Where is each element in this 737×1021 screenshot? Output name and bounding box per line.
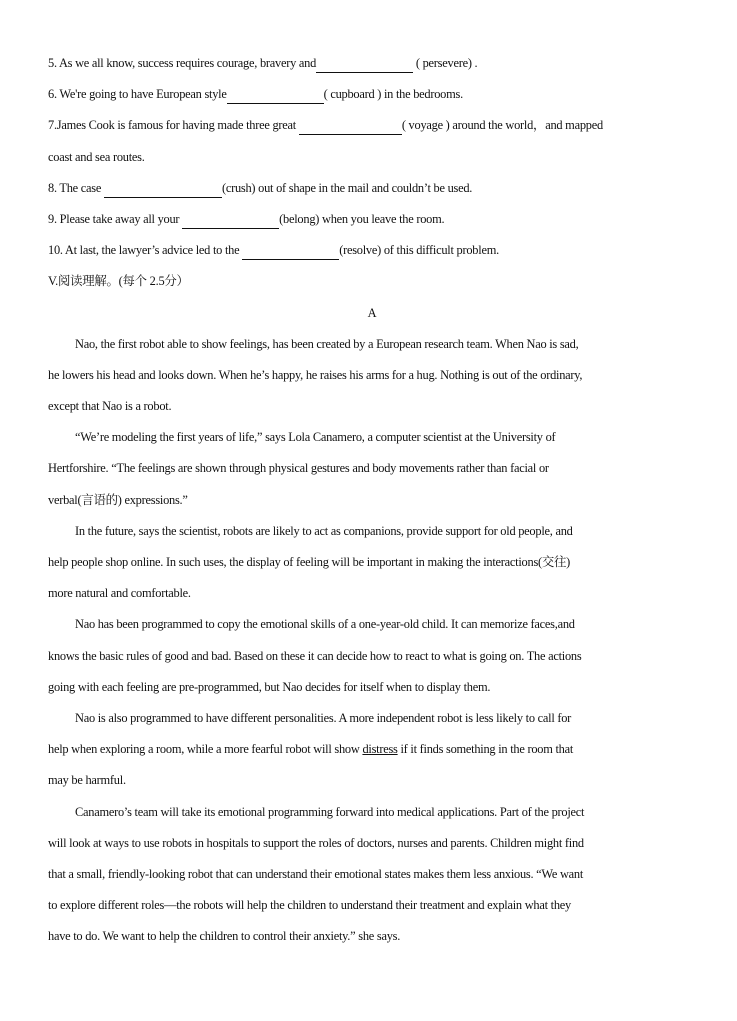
underlined-word: distress — [362, 742, 398, 757]
exercise-text: coast and sea routes. — [48, 149, 145, 164]
exercise-line — [48, 235, 696, 266]
paragraph-text: Nao is also programmed to have different personalities. A more independent robot is less likely to call for — [75, 710, 572, 725]
answer-blank — [299, 118, 402, 135]
exercise-text: 7.James Cook is famous for having made three great — [48, 118, 299, 133]
exercise-line — [48, 204, 696, 235]
paragraph-line — [48, 734, 696, 765]
paragraph-text: help people shop online. In such uses, the display of feeling will be important in making the interactions(交往) — [48, 555, 571, 569]
exercise-text: ( voyage ) around the world，and mapped — [401, 118, 603, 133]
exercise-text: 6. We're going to have European style — [48, 87, 227, 102]
paragraph-line — [48, 360, 696, 391]
paragraph-text: will look at ways to use robots in hospitals to support the roles of doctors, nurses and parents. Children might find — [48, 835, 584, 850]
section-heading-text: V.阅读理解。(每个 2.5分） — [48, 274, 189, 289]
exercise-text: 5. As we all know, success requires courage, bravery and — [48, 56, 317, 70]
paragraph-text: In the future, says the scientist, robots are likely to act as companions, provide support for old people, and — [75, 523, 573, 538]
answer-blank — [242, 243, 339, 260]
paragraph-line — [48, 609, 696, 640]
paragraph-line — [48, 391, 696, 422]
answer-blank — [182, 212, 279, 229]
exercise-line — [48, 48, 696, 79]
paragraph-line — [48, 641, 696, 672]
exercise-text: (crush) out of shape in the mail and couldn’t be used. — [221, 180, 473, 195]
paragraph-text: may be harmful. — [48, 773, 126, 788]
exercise-line — [48, 142, 696, 173]
paragraph-text: Nao, the first robot able to show feelings, has been created by a European research team. When Nao is sad, — [75, 336, 579, 351]
exercise-text: 8. The case — [48, 180, 104, 195]
paragraph-line — [48, 547, 696, 578]
exercise-text: 9. Please take away all your — [48, 211, 183, 226]
exercise-text: ( cupboard ) in the bedrooms. — [323, 87, 463, 102]
answer-blank — [316, 56, 413, 73]
paragraph-line — [48, 859, 696, 890]
paragraph-text: have to do. We want to help the children to control their anxiety.” she says. — [48, 929, 401, 944]
paragraph-text: help when exploring a room, while a more fearful robot will show — [48, 742, 363, 757]
passage-label — [48, 298, 696, 329]
paragraph-text: he lowers his head and looks down. When he’s happy, he raises his arms for a hug. Nothing is out of the ordinary, — [48, 367, 583, 382]
passage-label-text: A — [367, 305, 377, 320]
paragraph-line — [48, 703, 696, 734]
exercise-text: 10. At last, the lawyer’s advice led to the — [48, 243, 243, 258]
paragraph-line — [48, 828, 696, 859]
paragraph-line — [48, 453, 696, 484]
exercise-line — [48, 110, 696, 141]
exercise-text: ( persevere) . — [413, 56, 478, 70]
paragraph-text: that a small, friendly-looking robot that can understand their emotional states makes them less anxious. “We want — [48, 866, 584, 881]
paragraph-text: to explore different roles—the robots will help the children to understand their treatment and explain what they — [48, 898, 571, 913]
paragraph-line — [48, 516, 696, 547]
paragraph-text: knows the basic rules of good and bad. Based on these it can decide how to react to what is going on. The actions — [48, 648, 582, 663]
paragraph-text: if it finds something in the room that — [397, 742, 574, 757]
paragraph-text: more natural and comfortable. — [48, 586, 191, 601]
document-page — [48, 48, 696, 952]
paragraph-text: except that Nao is a robot. — [48, 399, 172, 414]
answer-blank — [104, 181, 222, 198]
paragraph-text: Canamero’s team will take its emotional programming forward into medical applications. Part of the project — [75, 804, 585, 819]
paragraph-text: “We’re modeling the first years of life,” says Lola Canamero, a computer scientist at the University of — [75, 430, 556, 445]
paragraph-line — [48, 921, 696, 952]
paragraph-text: going with each feeling are pre-programmed, but Nao decides for itself when to display them. — [48, 679, 491, 694]
exercise-line — [48, 79, 696, 110]
paragraph-line — [48, 765, 696, 796]
exercise-text: (belong) when you leave the room. — [279, 211, 445, 226]
paragraph-text: Nao has been programmed to copy the emotional skills of a one-year-old child. It can memorize faces,and — [75, 617, 575, 632]
exercise-line — [48, 173, 696, 204]
paragraph-line — [48, 329, 696, 360]
exercise-text: (resolve) of this difficult problem. — [339, 243, 499, 258]
paragraph-line — [48, 890, 696, 921]
section-heading — [48, 266, 696, 297]
paragraph-text: Hertforshire. “The feelings are shown through physical gestures and body movements rather than facial or — [48, 461, 549, 476]
paragraph-line — [48, 797, 696, 828]
paragraph-line — [48, 485, 696, 516]
paragraph-text: verbal(言语的) expressions.” — [48, 492, 188, 507]
answer-blank — [227, 87, 324, 104]
paragraph-line — [48, 672, 696, 703]
paragraph-line — [48, 422, 696, 453]
paragraph-line — [48, 578, 696, 609]
